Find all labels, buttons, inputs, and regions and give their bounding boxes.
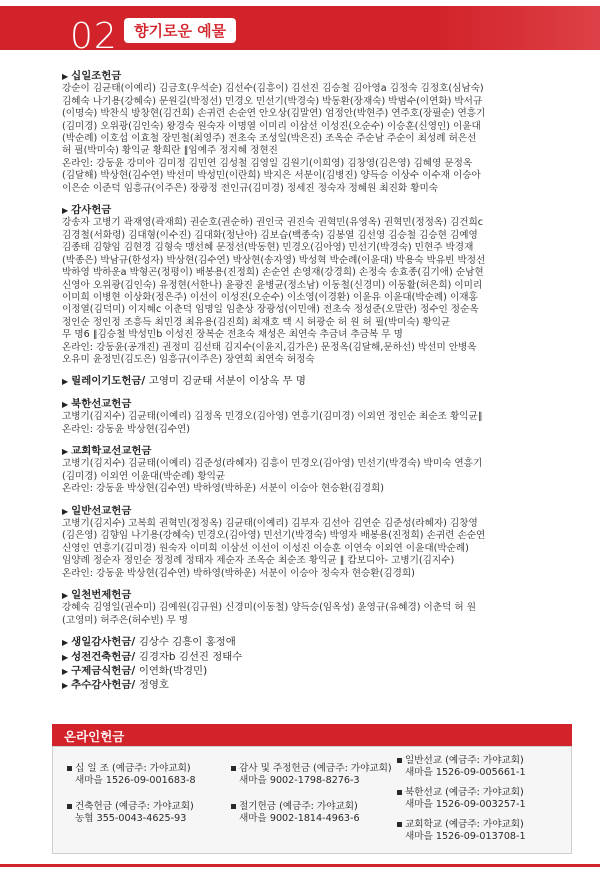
square-bullet-icon <box>397 790 402 795</box>
offering-section <box>62 375 567 388</box>
account-name-row <box>231 801 392 813</box>
name-line: (김은영) 김향임 나기용(강혜숙) 민경오(김아영) 민선기(박경숙) 박영자 배봉용(진정희) 손귀련 손순연 <box>62 530 486 542</box>
offering-section <box>62 651 567 664</box>
account-number: 새마을 1526-09-005661-1 <box>405 767 526 778</box>
account-name: 건축헌금 (예금주: 가야교회) <box>75 801 194 812</box>
account-column <box>231 763 392 839</box>
triangle-bullet-icon: ▶ <box>62 591 69 601</box>
section-title-text: 감사헌금 <box>71 204 112 217</box>
section-title-text: 일반선교헌금 <box>71 504 132 517</box>
name-line: 온라인: 강동윤 박상현(김수연) <box>62 423 191 435</box>
account-item <box>397 819 526 843</box>
account-number: 새마을 9002-1814-4963-6 <box>239 813 360 824</box>
name-line: 신영아 오위광(김인숙) 유정현(서한나) 윤광진 윤병균(정소남) 이동철(신경미) 이동활(허은희) 이미리 <box>62 279 483 291</box>
square-bullet-icon <box>67 804 72 809</box>
account-name-row <box>397 787 526 799</box>
section-body <box>62 411 567 436</box>
account-name: 북한선교 (예금주: 가야교회) <box>405 787 524 798</box>
name-line: 정인순 정인정 조흥득 최민경 최유용(김진희) 최재호 택 시 허광순 허 원 허 필(박미숙) 황익균 <box>62 316 451 328</box>
section-title <box>62 445 567 458</box>
name-line: 임양례 정순자 정인순 정정례 정태자 제순자 조옥순 최순조 황익균 ∥ 캄보디아- 고병기(김지수) <box>62 555 455 567</box>
triangle-bullet-icon: ▶ <box>62 72 69 81</box>
name-line: 신영인 연흥기(김미경) 원숙자 이미희 이삼선 이선이 이성진 이승훈 이연숙 이외연 이윤대(박순례) <box>62 542 469 554</box>
name-line: 김경철(서화령) 김대형(이수진) 김대화(정난아) 김보습(백종숙) 김봉열 김선영 김승철 김승현 김예영 <box>62 229 478 241</box>
name-line: 온라인: 강동윤 강미아 김미정 김민연 김성철 김영일 김원기(이희영) 김창영(김은영) 김혜영 문정옥 <box>62 157 473 169</box>
name-line: 김혜숙 나기용(강혜숙) 문원길(박정선) 민경오 민선기(박경숙) 박동환(장재숙) 박범수(이연화) 박서규 <box>62 95 483 107</box>
section-title-text: 생일감사헌금/ <box>71 636 136 649</box>
offering-section <box>62 445 567 496</box>
account-name: 절기헌금 (예금주: 가야교회) <box>239 801 358 812</box>
section-body <box>62 518 567 580</box>
triangle-bullet-icon: ▶ <box>62 638 69 648</box>
triangle-bullet-icon: ▶ <box>62 652 69 662</box>
name-line: (고영미) 허주은(허수빈) 무 명 <box>62 614 189 626</box>
name-line: 김종태 김향임 김현경 김형숙 맹선혜 문정선(박동현) 민경오(김아영) 민선기(박경숙) 민현주 박경재 <box>62 242 474 254</box>
section-body <box>62 458 567 495</box>
account-item <box>231 801 392 825</box>
name-line: 박하영 박하운a 박형곤(정평이) 배봉용(진정희) 손순연 손영재(강경희) 손정숙 송효종(김기애) 순남현 <box>62 267 484 279</box>
name-line: 온라인: 강동윤(공개진) 권정미 김선태 김지수(이윤지,김가은) 문정옥(김달해,문하선) 박선미 안병옥 <box>62 341 477 353</box>
square-bullet-icon <box>231 766 236 771</box>
name-line: 이정열(김덕미) 이지혜c 이춘덕 임명일 임춘상 장광성(이민애) 전초숙 정성준(오말란) 정수인 정순옥 <box>62 304 479 316</box>
section-title <box>62 70 567 83</box>
name-line: 온라인: 강동윤 박상현(김수연) 박하영(박하운) 서분이 이승아 현승환(김경희) <box>62 483 385 495</box>
section-title-text: 일천번제헌금 <box>71 589 132 602</box>
section-title-text: 추수감사헌금/ <box>71 679 136 692</box>
section-title-text: 북한선교헌금 <box>71 397 132 410</box>
account-name-row <box>397 819 526 831</box>
name-line: 강송자 고병기 곽재영(곽재희) 권순호(권순하) 권인국 권진숙 권혁민(유영옥) 권혁민(정정옥) 김건희c <box>62 217 484 229</box>
account-item <box>231 763 392 787</box>
account-column <box>67 763 196 839</box>
account-item <box>67 801 196 825</box>
square-bullet-icon <box>397 822 402 827</box>
account-name-row <box>67 801 196 813</box>
offering-section <box>62 665 567 678</box>
offering-section <box>62 70 567 195</box>
name-line: 허 필(박미숙) 황익균 황희란 ∥임예주 정지혜 정현진 <box>62 145 278 157</box>
offering-section <box>62 505 567 580</box>
triangle-bullet-icon: ▶ <box>62 377 69 387</box>
section-title-text: 구제금식헌금/ <box>71 665 136 678</box>
name-line: 온라인: 강동윤 박상현(김수연) 박하영(박하운) 서분이 이승아 정숙자 현승환(김경희) <box>62 567 415 579</box>
triangle-bullet-icon: ▶ <box>62 681 69 691</box>
section-title <box>62 651 567 664</box>
name-line: 오유미 윤정민(김도은) 임흥규(이주은) 장연희 최연숙 허정숙 <box>62 353 315 365</box>
name-line: 강혜숙 김영일(권수미) 김예원(김규원) 신경미(이동철) 양득승(임옥성) 윤영규(유혜경) 이춘덕 허 원 <box>62 602 476 614</box>
triangle-bullet-icon: ▶ <box>62 446 69 456</box>
triangle-bullet-icon: ▶ <box>62 399 69 409</box>
name-line: 이은순 이준덕 임흥규(이주은) 장광정 전인규(김미경) 정세진 정숙자 정혜원 최진화 황미숙 <box>62 182 439 194</box>
name-line: 이미희 이병현 이상화(정은주) 이선이 이성진(오순수) 이소영(이경환) 이윤유 이윤대(박순례) 이재홍 <box>62 291 478 303</box>
name-line: (박순례) 이호섭 이효철 장민철(최영주) 전초숙 조성일(박은진) 조옥순 주순남 주순이 최성례 허은선 <box>62 133 477 145</box>
section-title-text: 성전건축헌금/ <box>71 650 136 663</box>
account-number: 새마을 1526-09-001683-8 <box>75 775 196 786</box>
section-title <box>62 398 567 411</box>
section-title-text: 릴레이기도헌금/ <box>71 375 146 388</box>
section-title <box>62 204 567 217</box>
account-number: 새마을 1526-09-003257-1 <box>405 799 526 810</box>
online-offering-title: 온라인헌금 <box>64 729 125 744</box>
name-line: 고병기(김지수) 김균태(이예리) 김준성(라혜자) 김흥이 민경오(김아영) 민선기(박경숙) 박미숙 연흥기 <box>62 458 483 470</box>
name-line: 무 명6 ∥김승철 박성민b 이성진 장복순 전초숙 채성은 최연숙 추금녀 추금복 무 명 <box>62 329 403 341</box>
triangle-bullet-icon: ▶ <box>62 667 69 677</box>
offering-section <box>62 679 567 692</box>
section-title <box>62 665 567 678</box>
name-line: (이명숙) 박찬식 방창현(김건희) 손귀련 손순연 안오상(김말연) 엄정안(박현주) 연주호(장필순) 연흥기 <box>62 108 486 120</box>
account-number: 새마을 1526-09-013708-1 <box>405 831 526 842</box>
account-column <box>397 755 526 851</box>
square-bullet-icon <box>231 804 236 809</box>
section-inline-names: 정영호 <box>138 679 169 692</box>
section-inline-names: 고영미 김균태 서분이 이상옥 무 명 <box>148 375 306 388</box>
name-line: 고병기(김지수) 김균태(이예리) 김정옥 민경오(김아영) 연흥기(김미경) 이외연 정인순 최순조 황익균∥ <box>62 411 483 423</box>
offering-section <box>62 636 567 649</box>
account-name: 교회학교 (예금주: 가야교회) <box>405 819 524 830</box>
page-title: 향기로운 예물 <box>124 18 236 43</box>
account-name-row <box>397 755 526 767</box>
account-item <box>397 755 526 779</box>
section-body <box>62 217 567 366</box>
offering-section <box>62 589 567 627</box>
bottom-rule <box>0 864 600 867</box>
online-offering-box <box>52 724 572 852</box>
online-account-list <box>52 746 572 854</box>
online-offering-header <box>52 724 572 746</box>
section-title <box>62 589 567 602</box>
section-title-text: 십일조헌금 <box>71 70 122 82</box>
section-body <box>62 83 567 195</box>
name-line: (김미경) 오위광(김인숙) 왕경숙 원숙자 이명열 이미리 이삼선 이성진(오순수) 이승훈(신영인) 이윤대 <box>62 120 481 132</box>
offering-section <box>62 398 567 436</box>
section-inline-names: 김경자b 김선진 정태수 <box>138 650 243 663</box>
account-name: 십 일 조 (예금주: 가야교회) <box>75 763 191 774</box>
section-title <box>62 679 567 692</box>
header-gradient <box>440 6 600 50</box>
name-line: (박종은) 박남규(한성자) 박상현(김수연) 박상현(송자영) 박성혁 박순례(이윤대) 박용숙 박유빈 박정선 <box>62 254 486 266</box>
triangle-bullet-icon: ▶ <box>62 506 69 516</box>
section-title <box>62 636 567 649</box>
account-name: 감사 및 주정헌금 (예금주: 가야교회) <box>239 763 392 774</box>
account-number: 새마을 9002-1798-8276-3 <box>239 775 360 786</box>
section-body <box>62 602 567 627</box>
section-inline-names: 김상수 김흥이 홍정애 <box>138 636 236 649</box>
name-line: 강순이 김균태(이예리) 김금호(우석순) 김선수(김흥이) 김선진 김승철 김아영a 김정숙 김정호(심남숙) <box>62 83 484 95</box>
page-header <box>0 0 600 80</box>
offering-list <box>62 70 567 694</box>
section-title-text: 교회학교선교헌금 <box>71 444 152 457</box>
account-name-row <box>67 763 196 775</box>
offering-section <box>62 204 567 366</box>
account-item <box>397 787 526 811</box>
section-title <box>62 375 567 388</box>
account-name: 일반선교 (예금주: 가야교회) <box>405 755 524 766</box>
name-line: (김달해) 박상현(김수연) 박선미 박성민(이란희) 박지은 서분이(김병진) 양득승 이상수 이수재 이승아 <box>62 170 481 182</box>
account-name-row <box>231 763 392 775</box>
name-line: (김미경) 이외연 이윤대(박순례) 황익균 <box>62 470 226 482</box>
name-line: 고병기(김지수) 고복희 권혁민(정정옥) 김균태(이예리) 김부자 김선아 김연순 김준성(라혜자) 김창영 <box>62 518 478 529</box>
account-number: 농협 355-0043-4625-93 <box>75 813 187 824</box>
page-number: 02 <box>70 16 118 57</box>
square-bullet-icon <box>67 766 72 771</box>
triangle-bullet-icon: ▶ <box>62 206 69 216</box>
section-inline-names: 이연화(박경민) <box>138 665 208 678</box>
account-item <box>67 763 196 787</box>
section-title <box>62 505 567 518</box>
square-bullet-icon <box>397 758 402 763</box>
